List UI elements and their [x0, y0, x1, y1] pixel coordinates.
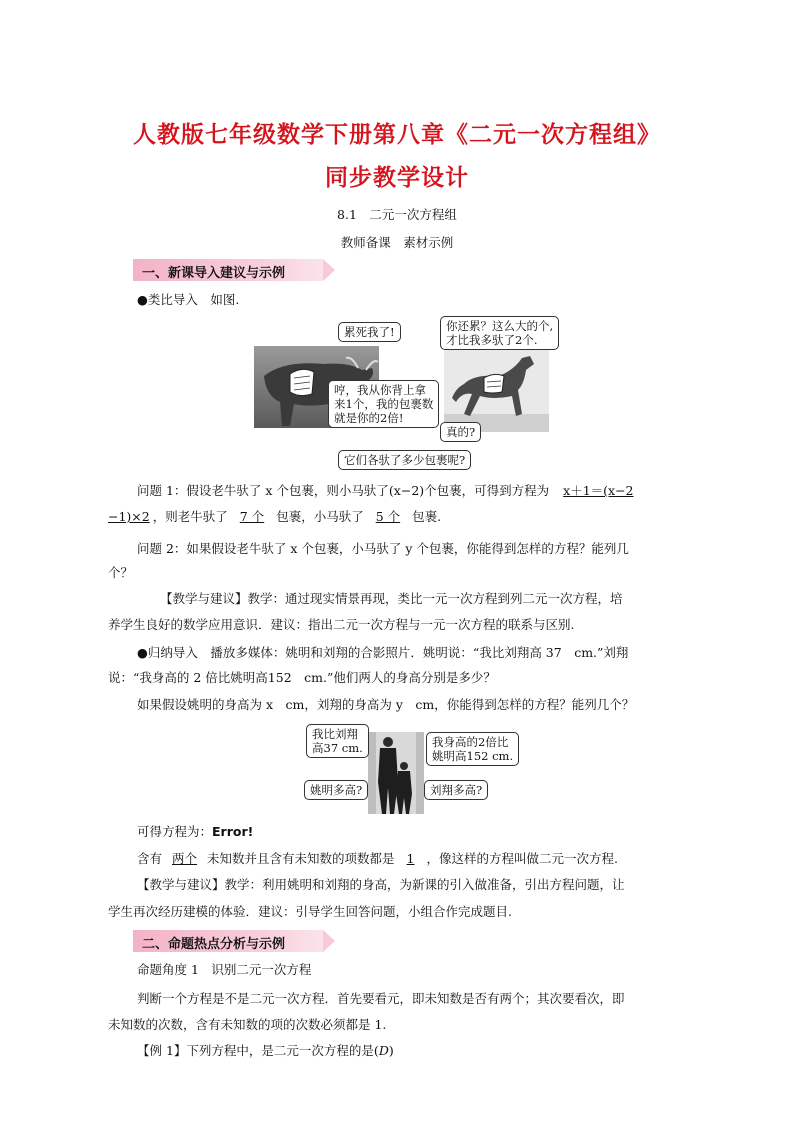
bubble-yao [306, 724, 369, 758]
bubble-horse-reply [440, 316, 559, 350]
proposition-angle-1: 命题角度 1 识别二元一次方程 [137, 962, 312, 977]
bullet-icon: ● [137, 292, 148, 307]
bubble-yao-line1: 我比刘翔 [312, 727, 358, 741]
answer-blank-equation-b: −1)×2 [108, 509, 150, 524]
document-title-line1: 人教版七年级数学下册第八章《二元一次方程组》 [133, 122, 661, 148]
question-1-line2 [108, 509, 441, 525]
bubble-liu-line1: 我身高的2倍比 [432, 735, 509, 749]
question-1-line1 [137, 483, 637, 499]
subheading: 教师备课 素材示例 [340, 235, 454, 250]
section-subtitle: 8.1 二元一次方程组 [337, 207, 457, 222]
question-1-text-a: 问题 1：假设老牛驮了 x 个包裹，则小马驮了(x−2)个包裹，可得到方程为 [137, 483, 550, 498]
teaching-advice-2-line2: 学生再次经历建模的体验．建议：引导学生回答问题，小组合作完成题目. [108, 904, 512, 919]
bubble-horse-reply-line2: 才比我多驮了2个. [446, 333, 538, 347]
intro-induction-line1 [137, 645, 628, 661]
question-1-text-d: 包裹. [412, 509, 442, 524]
answer-blank-horse: 5 个 [375, 509, 401, 524]
bubble-horse-reply-line1: 你还累？这么大的个, [446, 319, 554, 333]
equation-line [137, 824, 253, 840]
horse-photo [444, 344, 549, 432]
definition-line [137, 851, 618, 867]
bubble-cow-tired: 累死我了! [338, 322, 401, 342]
figure-yao-liu [304, 722, 514, 814]
intro-analogy-text: 类比导入 如图. [147, 292, 240, 307]
section-heading-1-label: 一、新课导入建议与示例 [142, 266, 286, 281]
intro-analogy [137, 292, 239, 308]
bubble-really: 真的? [440, 422, 481, 442]
judge-line2: 未知数的次数，含有未知数的项的次数必须都是 1. [108, 1017, 387, 1032]
example-1-answer: D [378, 1043, 389, 1058]
intro-induction-line2: 说：“我身高的 2 倍比姚明高152 cm.”他们两人的身高分别是多少？ [108, 670, 496, 685]
bullet-icon: ● [137, 645, 148, 660]
document-title-line2: 同步教学设计 [325, 165, 469, 191]
definition-text-c: ，像这样的方程叫做二元一次方程. [426, 851, 618, 866]
teaching-advice-1-line2: 养学生良好的数学应用意识．建议：指出二元一次方程与一元一次方程的联系与区别. [108, 617, 575, 632]
intro-induction-text: 归纳导入 播放多媒体：姚明和刘翔的合影照片．姚明说：“我比刘翔高 37 cm.”刘翔 [147, 645, 629, 660]
bubble-liu [426, 732, 519, 766]
judge-line1: 判断一个方程是不是二元一次方程．首先要看元，即未知数是否有两个；其次要看次，即 [137, 991, 625, 1006]
bubble-question: 它们各驮了多少包裹呢? [338, 450, 471, 470]
definition-text-b: 未知数并且含有未知数的项数都是 [207, 851, 395, 866]
answer-blank-one: 1 [406, 851, 415, 866]
intro-induction-line3: 如果假设姚明的身高为 x cm，刘翔的身高为 y cm，你能得到怎样的方程？能列几个？ [137, 697, 635, 712]
question-1-text-c: 包裹，小马驮了 [276, 509, 364, 524]
figure-cow-horse [254, 314, 569, 472]
equation-error: Error! [212, 824, 254, 839]
yao-liu-photo [368, 732, 424, 814]
bubble-horse-claim-line1: 哼，我从你背上拿 [334, 383, 426, 397]
teaching-advice-2-line1: 【教学与建议】教学：利用姚明和刘翔的身高，为新课的引入做准备，引出方程问题，让 [137, 877, 625, 892]
question-2-line2: 个？ [108, 565, 134, 580]
bubble-liu-line2: 姚明高152 cm. [432, 749, 514, 763]
definition-text-a: 含有 [137, 851, 163, 866]
example-1-text: 【例 1】下列方程中，是二元一次方程的是( [137, 1043, 379, 1058]
answer-blank-equation-a: x＋1＝(x−2 [563, 483, 634, 498]
bubble-yao-question: 姚明多高? [304, 780, 368, 800]
answer-blank-two: 两个 [172, 851, 198, 866]
question-2-line1: 问题 2：如果假设老牛驮了 x 个包裹，小马驮了 y 个包裹，你能得到怎样的方程？能列几 [137, 541, 629, 556]
section-heading-2-label: 二、命题热点分析与示例 [142, 937, 286, 952]
example-1 [137, 1043, 394, 1059]
equation-prefix: 可得方程为： [137, 824, 213, 839]
bubble-horse-claim-line2: 来1个，我的包裹数 [334, 397, 434, 411]
question-1-text-b: ，则老牛驮了 [152, 509, 228, 524]
bubble-liu-question: 刘翔多高? [424, 780, 488, 800]
example-1-close: ) [388, 1043, 394, 1058]
teaching-advice-1-line1: 【教学与建议】教学：通过现实情景再现，类比一元一次方程到列二元一次方程，培 [160, 591, 623, 606]
bubble-horse-claim [328, 380, 439, 428]
bubble-horse-claim-line3: 就是你的2倍! [334, 411, 404, 425]
answer-blank-cow: 7 个 [239, 509, 265, 524]
bubble-yao-line2: 高37 cm. [312, 741, 363, 755]
